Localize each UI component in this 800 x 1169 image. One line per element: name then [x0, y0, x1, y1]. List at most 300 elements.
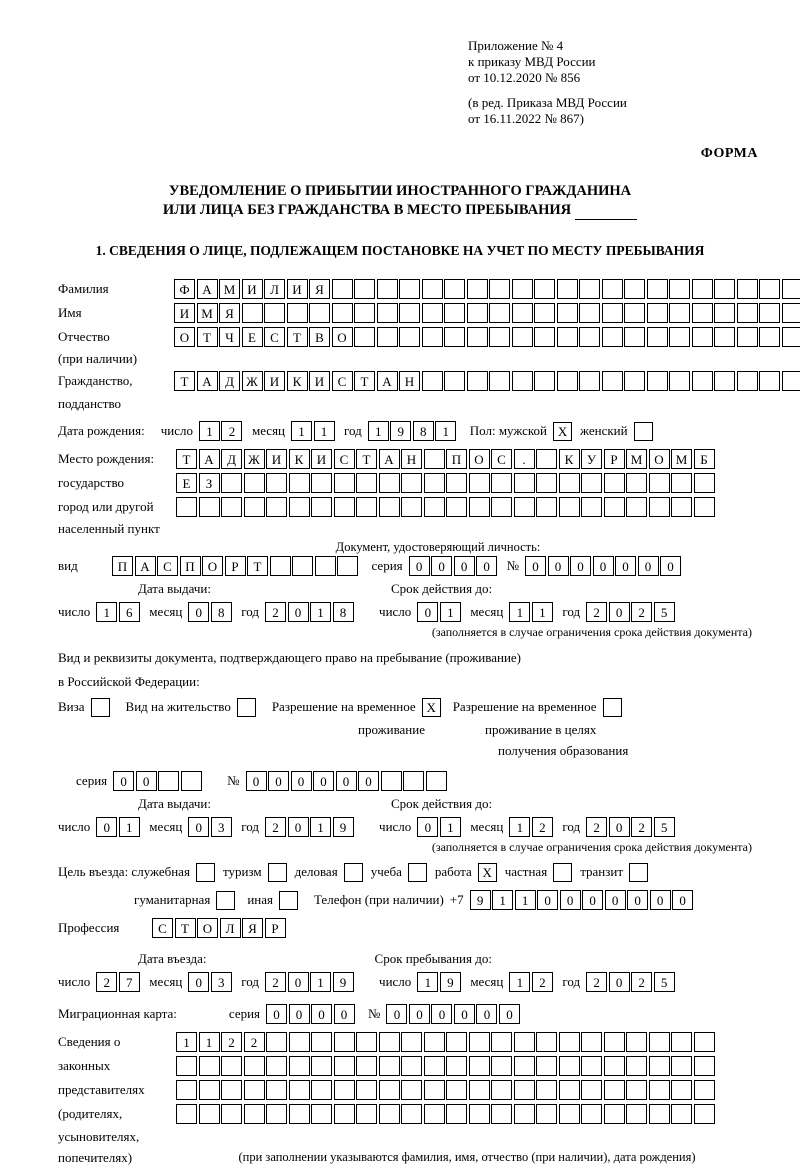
char-cell[interactable]: Т — [287, 327, 308, 347]
stay-issue-year-input[interactable] — [265, 817, 355, 837]
char-cell[interactable]: О — [649, 449, 670, 469]
char-cell[interactable] — [602, 327, 623, 347]
char-cell[interactable] — [692, 371, 713, 391]
char-cell[interactable]: Я — [309, 279, 330, 299]
char-cell[interactable] — [287, 303, 308, 323]
char-cell[interactable]: 1 — [96, 602, 117, 622]
char-cell[interactable]: 0 — [188, 817, 209, 837]
char-cell[interactable] — [624, 303, 645, 323]
char-cell[interactable] — [579, 303, 600, 323]
char-cell[interactable] — [467, 279, 488, 299]
char-cell[interactable]: 1 — [199, 421, 220, 441]
char-cell[interactable] — [244, 473, 265, 493]
char-cell[interactable] — [581, 1104, 602, 1124]
char-cell[interactable] — [377, 327, 398, 347]
char-cell[interactable] — [581, 1032, 602, 1052]
char-cell[interactable] — [536, 473, 557, 493]
char-cell[interactable] — [491, 1104, 512, 1124]
char-cell[interactable] — [469, 1104, 490, 1124]
edu-residence-checkbox[interactable] — [603, 698, 622, 717]
patronymic-input[interactable] — [174, 327, 800, 347]
char-cell[interactable]: 1 — [199, 1032, 220, 1052]
char-cell[interactable] — [649, 497, 670, 517]
char-cell[interactable]: 1 — [440, 817, 461, 837]
char-cell[interactable] — [647, 371, 668, 391]
char-cell[interactable] — [469, 1080, 490, 1100]
char-cell[interactable]: Т — [175, 918, 196, 938]
doc-number-input[interactable] — [525, 556, 683, 576]
char-cell[interactable] — [514, 1104, 535, 1124]
char-cell[interactable]: 0 — [609, 602, 630, 622]
char-cell[interactable]: 1 — [532, 602, 553, 622]
char-cell[interactable]: 1 — [515, 890, 536, 910]
entry-day-input[interactable] — [96, 972, 141, 992]
char-cell[interactable] — [334, 473, 355, 493]
char-cell[interactable]: 0 — [246, 771, 267, 791]
char-cell[interactable] — [514, 473, 535, 493]
char-cell[interactable]: Ч — [219, 327, 240, 347]
char-cell[interactable] — [782, 371, 800, 391]
char-cell[interactable]: 1 — [310, 602, 331, 622]
char-cell[interactable] — [334, 1080, 355, 1100]
char-cell[interactable] — [737, 371, 758, 391]
char-cell[interactable] — [759, 279, 780, 299]
char-cell[interactable] — [266, 1104, 287, 1124]
char-cell[interactable] — [221, 1104, 242, 1124]
purpose-work-checkbox[interactable]: Х — [478, 863, 497, 882]
char-cell[interactable] — [604, 1080, 625, 1100]
char-cell[interactable] — [602, 371, 623, 391]
char-cell[interactable]: П — [446, 449, 467, 469]
char-cell[interactable]: 3 — [211, 817, 232, 837]
profession-input[interactable] — [152, 918, 287, 938]
char-cell[interactable] — [489, 303, 510, 323]
char-cell[interactable] — [158, 771, 179, 791]
char-cell[interactable] — [581, 497, 602, 517]
char-cell[interactable]: Д — [221, 449, 242, 469]
char-cell[interactable]: 1 — [417, 972, 438, 992]
char-cell[interactable] — [694, 473, 715, 493]
char-cell[interactable]: Т — [174, 371, 195, 391]
birth-day-input[interactable] — [199, 421, 244, 441]
char-cell[interactable] — [626, 1056, 647, 1076]
birth-year-input[interactable] — [368, 421, 458, 441]
char-cell[interactable]: О — [469, 449, 490, 469]
stay-issue-day-input[interactable] — [96, 817, 141, 837]
char-cell[interactable] — [446, 497, 467, 517]
char-cell[interactable] — [377, 303, 398, 323]
char-cell[interactable]: 2 — [265, 972, 286, 992]
char-cell[interactable] — [467, 327, 488, 347]
char-cell[interactable] — [356, 1104, 377, 1124]
char-cell[interactable] — [244, 497, 265, 517]
char-cell[interactable] — [671, 473, 692, 493]
char-cell[interactable] — [647, 279, 668, 299]
char-cell[interactable] — [649, 1032, 670, 1052]
char-cell[interactable] — [624, 327, 645, 347]
char-cell[interactable]: 5 — [654, 972, 675, 992]
char-cell[interactable] — [266, 1032, 287, 1052]
char-cell[interactable]: 0 — [499, 1004, 520, 1024]
char-cell[interactable]: 9 — [470, 890, 491, 910]
char-cell[interactable]: 0 — [136, 771, 157, 791]
char-cell[interactable] — [422, 327, 443, 347]
doc-valid-month-input[interactable] — [509, 602, 554, 622]
char-cell[interactable] — [446, 473, 467, 493]
char-cell[interactable] — [714, 371, 735, 391]
char-cell[interactable]: 0 — [311, 1004, 332, 1024]
char-cell[interactable] — [579, 279, 600, 299]
char-cell[interactable]: 0 — [570, 556, 591, 576]
char-cell[interactable] — [424, 1104, 445, 1124]
char-cell[interactable] — [469, 1056, 490, 1076]
char-cell[interactable] — [759, 327, 780, 347]
char-cell[interactable] — [401, 1080, 422, 1100]
char-cell[interactable] — [244, 1056, 265, 1076]
char-cell[interactable] — [559, 1056, 580, 1076]
char-cell[interactable]: 0 — [188, 972, 209, 992]
char-cell[interactable] — [311, 473, 332, 493]
char-cell[interactable] — [782, 327, 800, 347]
char-cell[interactable] — [426, 771, 447, 791]
char-cell[interactable]: Б — [694, 449, 715, 469]
char-cell[interactable] — [334, 497, 355, 517]
char-cell[interactable]: 5 — [654, 817, 675, 837]
char-cell[interactable]: 9 — [333, 817, 354, 837]
char-cell[interactable]: 1 — [435, 421, 456, 441]
char-cell[interactable] — [604, 1104, 625, 1124]
stay-issue-month-input[interactable] — [188, 817, 233, 837]
char-cell[interactable] — [311, 1056, 332, 1076]
char-cell[interactable]: 0 — [188, 602, 209, 622]
char-cell[interactable] — [446, 1032, 467, 1052]
char-cell[interactable] — [671, 497, 692, 517]
char-cell[interactable]: И — [242, 279, 263, 299]
char-cell[interactable]: Т — [354, 371, 375, 391]
char-cell[interactable]: 0 — [268, 771, 289, 791]
migration-series-input[interactable] — [266, 1004, 356, 1024]
char-cell[interactable]: М — [219, 279, 240, 299]
birthplace-line-2-input[interactable] — [176, 473, 716, 493]
char-cell[interactable] — [557, 371, 578, 391]
stay-number-input[interactable] — [246, 771, 449, 791]
char-cell[interactable] — [422, 371, 443, 391]
char-cell[interactable] — [557, 303, 578, 323]
char-cell[interactable]: 2 — [631, 602, 652, 622]
visa-checkbox[interactable] — [91, 698, 110, 717]
char-cell[interactable] — [626, 1104, 647, 1124]
char-cell[interactable] — [491, 1032, 512, 1052]
char-cell[interactable] — [624, 371, 645, 391]
entry-year-input[interactable] — [265, 972, 355, 992]
char-cell[interactable] — [669, 303, 690, 323]
char-cell[interactable] — [444, 303, 465, 323]
char-cell[interactable] — [334, 1056, 355, 1076]
char-cell[interactable] — [311, 1080, 332, 1100]
char-cell[interactable] — [242, 303, 263, 323]
char-cell[interactable]: 0 — [266, 1004, 287, 1024]
char-cell[interactable] — [379, 473, 400, 493]
temp-residence-checkbox[interactable]: Х — [422, 698, 441, 717]
char-cell[interactable] — [401, 497, 422, 517]
char-cell[interactable]: Н — [401, 449, 422, 469]
char-cell[interactable] — [221, 1056, 242, 1076]
char-cell[interactable]: У — [581, 449, 602, 469]
char-cell[interactable]: 8 — [333, 602, 354, 622]
char-cell[interactable]: 1 — [509, 972, 530, 992]
char-cell[interactable] — [199, 497, 220, 517]
char-cell[interactable] — [559, 497, 580, 517]
char-cell[interactable]: С — [491, 449, 512, 469]
char-cell[interactable] — [514, 497, 535, 517]
char-cell[interactable] — [671, 1104, 692, 1124]
char-cell[interactable]: 0 — [582, 890, 603, 910]
char-cell[interactable] — [424, 1032, 445, 1052]
char-cell[interactable] — [491, 473, 512, 493]
char-cell[interactable]: . — [514, 449, 535, 469]
char-cell[interactable] — [467, 371, 488, 391]
char-cell[interactable] — [626, 1032, 647, 1052]
char-cell[interactable] — [311, 1104, 332, 1124]
char-cell[interactable]: М — [197, 303, 218, 323]
char-cell[interactable]: 0 — [627, 890, 648, 910]
char-cell[interactable] — [581, 1056, 602, 1076]
char-cell[interactable]: 1 — [291, 421, 312, 441]
doc-kind-input[interactable] — [112, 556, 360, 576]
char-cell[interactable] — [379, 1080, 400, 1100]
char-cell[interactable] — [737, 279, 758, 299]
char-cell[interactable]: А — [199, 449, 220, 469]
stay-valid-month-input[interactable] — [509, 817, 554, 837]
char-cell[interactable]: К — [289, 449, 310, 469]
char-cell[interactable] — [534, 303, 555, 323]
char-cell[interactable]: 0 — [560, 890, 581, 910]
doc-issue-year-input[interactable] — [265, 602, 355, 622]
char-cell[interactable] — [604, 473, 625, 493]
char-cell[interactable]: 0 — [454, 556, 475, 576]
char-cell[interactable] — [289, 1056, 310, 1076]
char-cell[interactable]: 2 — [532, 972, 553, 992]
char-cell[interactable]: Я — [219, 303, 240, 323]
char-cell[interactable] — [714, 279, 735, 299]
char-cell[interactable] — [379, 1056, 400, 1076]
char-cell[interactable]: 0 — [548, 556, 569, 576]
purpose-private-checkbox[interactable] — [553, 863, 572, 882]
char-cell[interactable] — [181, 771, 202, 791]
char-cell[interactable]: 0 — [336, 771, 357, 791]
doc-issue-day-input[interactable] — [96, 602, 141, 622]
char-cell[interactable] — [536, 1080, 557, 1100]
char-cell[interactable] — [649, 1104, 670, 1124]
char-cell[interactable] — [446, 1080, 467, 1100]
char-cell[interactable] — [422, 303, 443, 323]
char-cell[interactable]: 0 — [650, 890, 671, 910]
char-cell[interactable] — [514, 1032, 535, 1052]
char-cell[interactable] — [467, 303, 488, 323]
char-cell[interactable] — [311, 1032, 332, 1052]
char-cell[interactable] — [669, 279, 690, 299]
char-cell[interactable]: П — [112, 556, 133, 576]
char-cell[interactable]: 0 — [417, 602, 438, 622]
char-cell[interactable] — [737, 327, 758, 347]
char-cell[interactable]: 0 — [476, 556, 497, 576]
char-cell[interactable] — [669, 327, 690, 347]
char-cell[interactable]: 2 — [221, 1032, 242, 1052]
char-cell[interactable] — [581, 473, 602, 493]
char-cell[interactable]: И — [309, 371, 330, 391]
char-cell[interactable]: 0 — [313, 771, 334, 791]
char-cell[interactable]: И — [174, 303, 195, 323]
purpose-tourism-checkbox[interactable] — [268, 863, 287, 882]
char-cell[interactable]: 1 — [492, 890, 513, 910]
char-cell[interactable]: Л — [264, 279, 285, 299]
char-cell[interactable] — [332, 303, 353, 323]
char-cell[interactable] — [399, 279, 420, 299]
char-cell[interactable] — [309, 303, 330, 323]
char-cell[interactable] — [536, 1032, 557, 1052]
char-cell[interactable] — [579, 371, 600, 391]
char-cell[interactable]: 0 — [638, 556, 659, 576]
char-cell[interactable]: Ж — [244, 449, 265, 469]
char-cell[interactable]: 2 — [532, 817, 553, 837]
doc-valid-day-input[interactable] — [417, 602, 462, 622]
legal-rep-row-1-input[interactable] — [176, 1032, 716, 1052]
name-input[interactable] — [174, 303, 800, 323]
char-cell[interactable] — [604, 1056, 625, 1076]
char-cell[interactable]: 1 — [310, 817, 331, 837]
char-cell[interactable] — [264, 303, 285, 323]
char-cell[interactable] — [424, 473, 445, 493]
legal-rep-row-4-input[interactable] — [176, 1104, 716, 1124]
char-cell[interactable] — [337, 556, 358, 576]
char-cell[interactable]: 1 — [310, 972, 331, 992]
char-cell[interactable] — [379, 1032, 400, 1052]
char-cell[interactable]: 0 — [605, 890, 626, 910]
char-cell[interactable]: 2 — [631, 817, 652, 837]
char-cell[interactable]: 0 — [334, 1004, 355, 1024]
char-cell[interactable] — [489, 371, 510, 391]
char-cell[interactable]: 0 — [537, 890, 558, 910]
char-cell[interactable] — [469, 1032, 490, 1052]
char-cell[interactable] — [602, 303, 623, 323]
char-cell[interactable]: С — [157, 556, 178, 576]
char-cell[interactable]: Т — [176, 449, 197, 469]
birth-month-input[interactable] — [291, 421, 336, 441]
char-cell[interactable] — [626, 497, 647, 517]
char-cell[interactable]: 0 — [288, 602, 309, 622]
residence-permit-checkbox[interactable] — [237, 698, 256, 717]
char-cell[interactable] — [354, 327, 375, 347]
char-cell[interactable] — [491, 1080, 512, 1100]
char-cell[interactable] — [199, 1080, 220, 1100]
char-cell[interactable] — [356, 1032, 377, 1052]
char-cell[interactable] — [403, 771, 424, 791]
char-cell[interactable] — [381, 771, 402, 791]
char-cell[interactable] — [759, 371, 780, 391]
char-cell[interactable] — [315, 556, 336, 576]
char-cell[interactable] — [469, 497, 490, 517]
char-cell[interactable]: 1 — [509, 817, 530, 837]
char-cell[interactable] — [379, 497, 400, 517]
stay-until-month-input[interactable] — [509, 972, 554, 992]
char-cell[interactable]: К — [559, 449, 580, 469]
char-cell[interactable] — [289, 473, 310, 493]
char-cell[interactable] — [379, 1104, 400, 1124]
char-cell[interactable] — [512, 371, 533, 391]
char-cell[interactable] — [759, 303, 780, 323]
char-cell[interactable] — [714, 327, 735, 347]
char-cell[interactable] — [604, 497, 625, 517]
entry-month-input[interactable] — [188, 972, 233, 992]
char-cell[interactable] — [424, 497, 445, 517]
char-cell[interactable] — [602, 279, 623, 299]
char-cell[interactable] — [266, 497, 287, 517]
char-cell[interactable] — [221, 473, 242, 493]
char-cell[interactable] — [737, 303, 758, 323]
char-cell[interactable] — [444, 327, 465, 347]
char-cell[interactable]: Е — [242, 327, 263, 347]
char-cell[interactable] — [424, 1056, 445, 1076]
char-cell[interactable] — [536, 1104, 557, 1124]
char-cell[interactable]: 0 — [96, 817, 117, 837]
char-cell[interactable]: 0 — [454, 1004, 475, 1024]
char-cell[interactable]: 0 — [431, 1004, 452, 1024]
char-cell[interactable] — [559, 1032, 580, 1052]
char-cell[interactable] — [221, 1080, 242, 1100]
char-cell[interactable] — [401, 1104, 422, 1124]
char-cell[interactable]: Ф — [174, 279, 195, 299]
char-cell[interactable] — [624, 279, 645, 299]
char-cell[interactable] — [176, 1056, 197, 1076]
char-cell[interactable] — [534, 371, 555, 391]
char-cell[interactable]: О — [202, 556, 223, 576]
sex-male-checkbox[interactable]: Х — [553, 422, 572, 441]
char-cell[interactable] — [559, 1080, 580, 1100]
char-cell[interactable]: Е — [176, 473, 197, 493]
char-cell[interactable]: 1 — [440, 602, 461, 622]
char-cell[interactable]: Д — [219, 371, 240, 391]
char-cell[interactable]: К — [287, 371, 308, 391]
char-cell[interactable]: 9 — [440, 972, 461, 992]
migration-number-input[interactable] — [386, 1004, 521, 1024]
char-cell[interactable] — [514, 1080, 535, 1100]
char-cell[interactable]: 0 — [431, 556, 452, 576]
char-cell[interactable]: 2 — [265, 602, 286, 622]
char-cell[interactable]: А — [197, 279, 218, 299]
char-cell[interactable] — [559, 473, 580, 493]
char-cell[interactable]: 9 — [390, 421, 411, 441]
char-cell[interactable] — [446, 1056, 467, 1076]
char-cell[interactable] — [401, 473, 422, 493]
char-cell[interactable]: 1 — [314, 421, 335, 441]
char-cell[interactable] — [604, 1032, 625, 1052]
legal-rep-row-2-input[interactable] — [176, 1056, 716, 1076]
char-cell[interactable]: 0 — [289, 1004, 310, 1024]
char-cell[interactable] — [626, 473, 647, 493]
char-cell[interactable]: А — [135, 556, 156, 576]
char-cell[interactable] — [694, 497, 715, 517]
char-cell[interactable] — [694, 1056, 715, 1076]
char-cell[interactable] — [536, 497, 557, 517]
char-cell[interactable]: 3 — [211, 972, 232, 992]
char-cell[interactable] — [356, 1056, 377, 1076]
char-cell[interactable]: 0 — [291, 771, 312, 791]
char-cell[interactable]: 2 — [586, 602, 607, 622]
char-cell[interactable]: 0 — [409, 556, 430, 576]
char-cell[interactable] — [534, 279, 555, 299]
char-cell[interactable]: 9 — [333, 972, 354, 992]
char-cell[interactable] — [671, 1032, 692, 1052]
